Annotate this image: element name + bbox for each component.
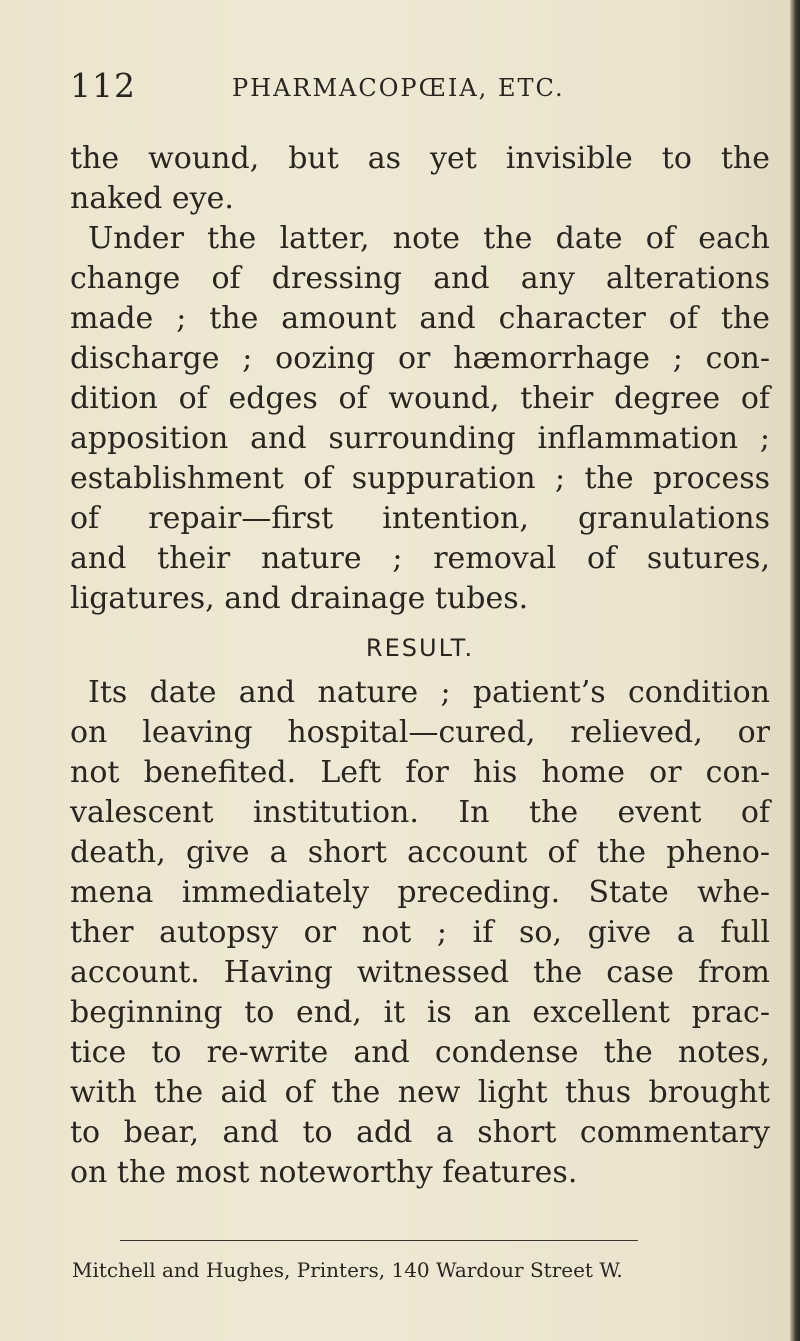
text-line: account. Having witnessed the case from — [70, 955, 770, 990]
text-line: of repair—first intention, granulations — [70, 501, 770, 536]
text-line: death, give a short account of the pheno- — [70, 835, 770, 870]
text-line: Under the latter, note the date of each — [88, 221, 770, 256]
text-line: not benefited. Left for his home or con- — [70, 755, 770, 790]
body-text — [70, 139, 770, 1193]
text-line: establishment of suppuration ; the process — [70, 461, 770, 496]
text-line: change of dressing and any alterations — [70, 261, 770, 296]
footer-rule — [120, 1240, 638, 1241]
text-line: with the aid of the new light thus brought — [70, 1075, 770, 1110]
text-line: on the most noteworthy features. — [70, 1155, 578, 1190]
text-line: valescent institution. In the event of — [70, 795, 770, 830]
page-header — [70, 66, 630, 116]
text-line: naked eye. — [70, 181, 234, 216]
text-line: on leaving hospital—cured, relieved, or — [70, 715, 770, 750]
page-edge-shadow — [790, 0, 800, 1341]
text-line: made ; the amount and character of the — [70, 301, 770, 336]
text-line: tice to re-write and condense the notes, — [70, 1035, 770, 1070]
text-line: and their nature ; removal of sutures, — [70, 541, 770, 576]
text-line: ther autopsy or not ; if so, give a full — [70, 915, 770, 950]
running-head: PHARMACOPŒIA, ETC. — [232, 74, 565, 102]
text-line: the wound, but as yet invisible to the — [70, 141, 770, 176]
text-line: beginning to end, it is an excellent prac- — [70, 995, 770, 1030]
text-line: ligatures, and drainage tubes. — [70, 581, 529, 616]
text-line: apposition and surrounding inflammation ; — [70, 421, 770, 456]
text-line: mena immediately preceding. State whe- — [70, 875, 770, 910]
text-line: dition of edges of wound, their degree of — [70, 381, 770, 416]
printer-imprint: Mitchell and Hughes, Printers, 140 Wardour Street W. — [72, 1258, 623, 1282]
section-heading-result: RESULT. — [365, 634, 475, 662]
text-line: discharge ; oozing or hæmorrhage ; con- — [70, 341, 770, 376]
text-line: to bear, and to add a short commentary — [70, 1115, 770, 1150]
page-number: 112 — [70, 66, 136, 105]
text-line: Its date and nature ; patient’s condition — [88, 675, 770, 710]
